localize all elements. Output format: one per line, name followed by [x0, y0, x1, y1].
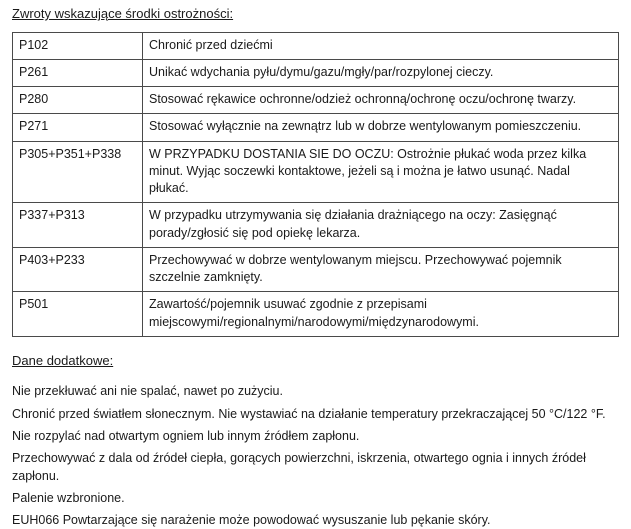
phrase-code: P337+P313: [13, 203, 143, 248]
list-item: Palenie wzbronione.: [12, 491, 125, 506]
table-row: [13, 114, 619, 141]
table-row: [13, 87, 619, 114]
phrase-text: Stosować rękawice ochronne/odzież ochronną/ochronę oczu/ochronę twarzy.: [143, 87, 619, 114]
table-body: [13, 32, 619, 336]
additional-data-heading: Dane dodatkowe:: [12, 352, 114, 368]
phrase-text: Chronić przed dziećmi: [143, 32, 619, 59]
precautionary-statements-heading: Zwroty wskazujące środki ostrożności:: [12, 6, 234, 21]
table-row: [13, 203, 619, 248]
table-row: [13, 32, 619, 59]
phrase-code: P102: [13, 32, 143, 59]
phrase-text: Unikać wdychania pyłu/dymu/gazu/mgły/par/rozpylonej cieczy.: [143, 59, 619, 86]
list-item: Nie przekłuwać ani nie spalać, nawet po zużyciu.: [12, 384, 283, 399]
phrase-code: P403+P233: [13, 247, 143, 292]
table-row: [13, 59, 619, 86]
phrase-text: Zawartość/pojemnik usuwać zgodnie z przepisami miejscowymi/regionalnymi/narodowymi/międzynarodowymi.: [143, 292, 619, 337]
additional-data-list: [12, 382, 619, 529]
phrase-text: W przypadku utrzymywania się działania drażniącego na oczy: Zasięgnąć porady/zgłosić się pod opiekę lekarza.: [143, 203, 619, 248]
list-item: Nie rozpylać nad otwartym ogniem lub innym źródłem zapłonu.: [12, 428, 360, 443]
phrase-text: Przechowywać w dobrze wentylowanym miejscu. Przechowywać pojemnik szczelnie zamknięty.: [143, 247, 619, 292]
phrase-code: P280: [13, 87, 143, 114]
list-item: Chronić przed światłem słonecznym. Nie wystawiać na działanie temperatury przekraczającej 50 °C/122 °F.: [12, 406, 606, 421]
document-page: [0, 6, 631, 528]
list-item: EUH066 Powtarzające się narażenie może powodować wysuszanie lub pękanie skóry.: [12, 513, 491, 528]
table-row: [13, 247, 619, 292]
phrase-text: W PRZYPADKU DOSTANIA SIE DO OCZU: Ostrożnie płukać woda przez kilka minut. Wyjąc soczewki kontaktowe, jeżeli są i można je łatwo usunąć. Nadal płukać.: [143, 141, 619, 203]
table-row: [13, 141, 619, 203]
phrase-text: Stosować wyłącznie na zewnątrz lub w dobrze wentylowanym pomieszczeniu.: [143, 114, 619, 141]
phrase-code: P261: [13, 59, 143, 86]
phrase-code: P305+P351+P338: [13, 141, 143, 203]
table-row: [13, 292, 619, 337]
phrase-code: P271: [13, 114, 143, 141]
list-item: Przechowywać z dala od źródeł ciepła, gorących powierzchni, iskrzenia, otwartego ognia i innych źródeł zapłonu.: [12, 450, 586, 483]
phrase-code: P501: [13, 292, 143, 337]
precautionary-statements-table: [12, 32, 619, 337]
